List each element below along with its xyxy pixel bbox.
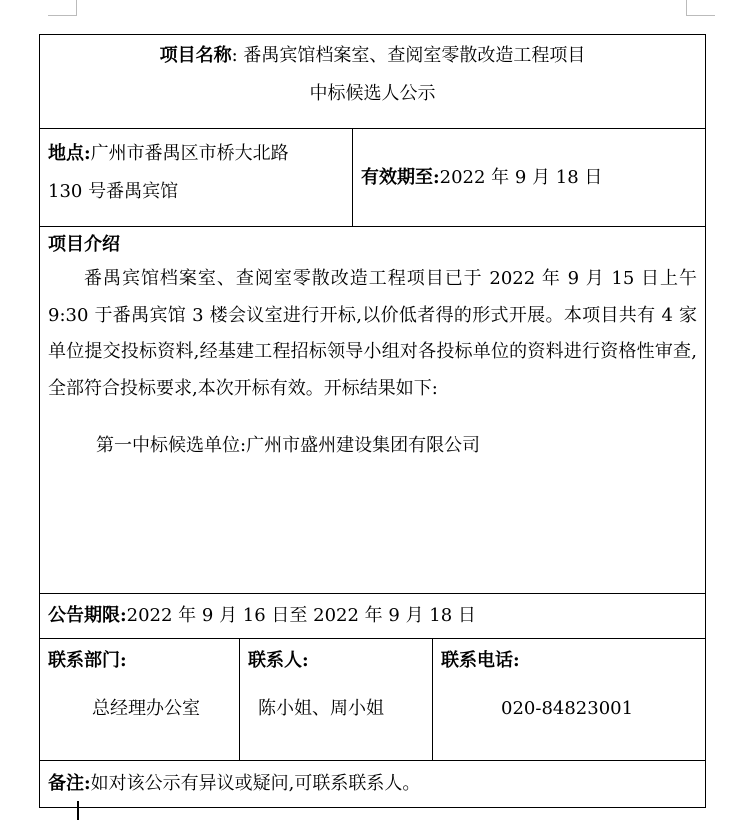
intro-paragraph: 番禺宾馆档案室、查阅室零散改造工程项目已于 2022 年 9 月 15 日上午 9:30 于番禺宾馆 3 楼会议室进行开标,以价低者得的形式开展。本项目共有 4 家单位提交投标资料,经基建工程招标领导小组对各投标单位的资料进行资格性审查,全部符合投标要求,本次开标有效。开标结果如下:: [48, 268, 697, 399]
project-name: 番禺宾馆档案室、查阅室零散改造工程项目: [243, 45, 586, 66]
title-cell: [40, 35, 706, 129]
validity-label: 有效期至:: [361, 166, 440, 188]
location-line2: 130 号番禺宾馆: [48, 181, 179, 202]
title-colon: :: [231, 45, 238, 66]
notice-table: [39, 34, 706, 808]
person-label: 联系人:: [248, 650, 309, 671]
period-cell: [40, 594, 706, 639]
page-corner-mark-right: [686, 0, 715, 16]
person-cell: [240, 639, 433, 761]
period-row: [40, 594, 706, 639]
location-line1: 广州市番禺区市桥大北路: [90, 143, 289, 164]
phone-label: 联系电话:: [441, 650, 520, 671]
title-line1: [48, 37, 697, 75]
validity-value: 2022 年 9 月 18 日: [439, 166, 603, 188]
period-value: 2022 年 9 月 16 日至 2022 年 9 月 18 日: [126, 605, 476, 626]
validity-cell: [353, 129, 706, 227]
contact-row: [40, 639, 706, 761]
title-line2: 中标候选人公示: [309, 83, 436, 104]
phone-value: 020-84823001: [501, 698, 634, 719]
location-label: 地点:: [48, 143, 91, 164]
remark-row: [40, 761, 706, 808]
department-label: 联系部门:: [48, 650, 127, 671]
location-row: [40, 129, 706, 227]
department-value: 总经理办公室: [92, 698, 200, 719]
remark-value: 如对该公示有异议或疑问,可联系联系人。: [90, 773, 421, 794]
winning-candidate: 第一中标候选单位:广州市盛州建设集团有限公司: [96, 435, 481, 456]
person-value: 陈小姐、周小姐: [258, 698, 384, 719]
intro-row: [40, 227, 706, 594]
intro-cell: [40, 227, 706, 594]
phone-cell: [433, 639, 706, 761]
department-cell: [40, 639, 240, 761]
text-cursor: [77, 801, 79, 820]
remark-label: 备注:: [48, 773, 91, 794]
remark-cell: [40, 761, 706, 808]
page-corner-mark-left: [48, 0, 77, 16]
intro-label: 项目介绍: [48, 234, 120, 255]
location-cell: [40, 129, 353, 227]
title-label: 项目名称: [159, 45, 232, 66]
title-row: [40, 35, 706, 129]
period-label: 公告期限:: [48, 605, 127, 626]
